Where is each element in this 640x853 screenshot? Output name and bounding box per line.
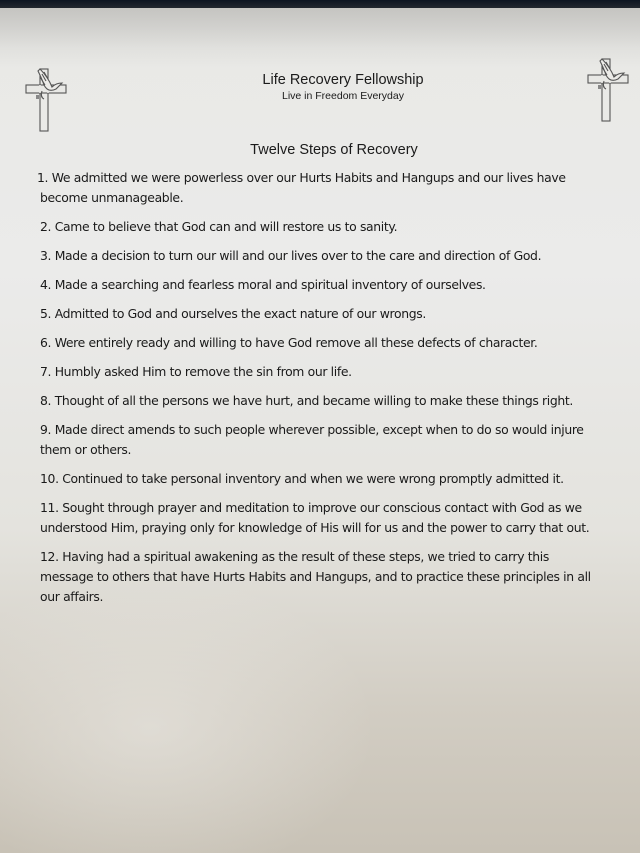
step-text: Humbly asked Him to remove the sin from our life. xyxy=(54,364,352,379)
step-item xyxy=(40,246,600,266)
step-item xyxy=(40,333,600,353)
step-number: 7. xyxy=(40,364,52,379)
step-text: We admitted we were powerless over our Hurts Habits and Hangups and our lives have become unmanageable. xyxy=(40,170,566,205)
step-number: 1. xyxy=(37,170,49,185)
step-text: Having had a spiritual awakening as the result of these steps, we tried to carry this message to others that have Hurts Habits and Hangups, and to practice these principles in all our affairs. xyxy=(40,549,591,604)
step-text: Made direct amends to such people wherever possible, except when to do so would injure them or others. xyxy=(40,422,584,457)
step-number: 2. xyxy=(40,219,52,234)
document-title: Twelve Steps of Recovery xyxy=(250,142,418,158)
organization-name: Life Recovery Fellowship xyxy=(262,72,424,88)
step-text: Continued to take personal inventory and when we were wrong promptly admitted it. xyxy=(62,471,564,486)
step-text: Sought through prayer and meditation to improve our conscious contact with God as we understood Him, praying only for knowledge of His will for us and the power to carry that out. xyxy=(40,500,590,535)
step-item xyxy=(40,391,600,411)
step-text: Admitted to God and ourselves the exact nature of our wrongs. xyxy=(54,306,426,321)
step-number: 9. xyxy=(40,422,52,437)
step-text: Thought of all the persons we have hurt, and became willing to make these things right. xyxy=(54,393,573,408)
step-number: 4. xyxy=(40,277,52,292)
organization-tagline: Live in Freedom Everyday xyxy=(282,90,404,102)
steps-list xyxy=(37,168,600,616)
step-text: Came to believe that God can and will restore us to sanity. xyxy=(54,219,398,234)
step-text: Were entirely ready and willing to have God remove all these defects of character. xyxy=(54,335,538,350)
photo-top-edge xyxy=(0,0,640,8)
step-number: 5. xyxy=(40,306,52,321)
document-page xyxy=(0,8,640,853)
step-text: Made a searching and fearless moral and spiritual inventory of ourselves. xyxy=(54,277,486,292)
step-number: 3. xyxy=(40,248,52,263)
step-item xyxy=(40,547,600,607)
step-number: 12. xyxy=(40,549,59,564)
step-item xyxy=(40,469,600,489)
letterhead xyxy=(0,71,640,103)
step-text: Made a decision to turn our will and our lives over to the care and direction of God. xyxy=(54,248,542,263)
step-number: 6. xyxy=(40,335,52,350)
step-item xyxy=(40,498,600,538)
step-number: 10. xyxy=(40,471,59,486)
step-number: 8. xyxy=(40,393,52,408)
step-number: 11. xyxy=(40,500,59,515)
step-item xyxy=(40,420,600,460)
step-item xyxy=(40,362,600,382)
step-item xyxy=(40,304,600,324)
step-item xyxy=(37,168,600,208)
step-item xyxy=(40,275,600,295)
step-item xyxy=(40,217,600,237)
